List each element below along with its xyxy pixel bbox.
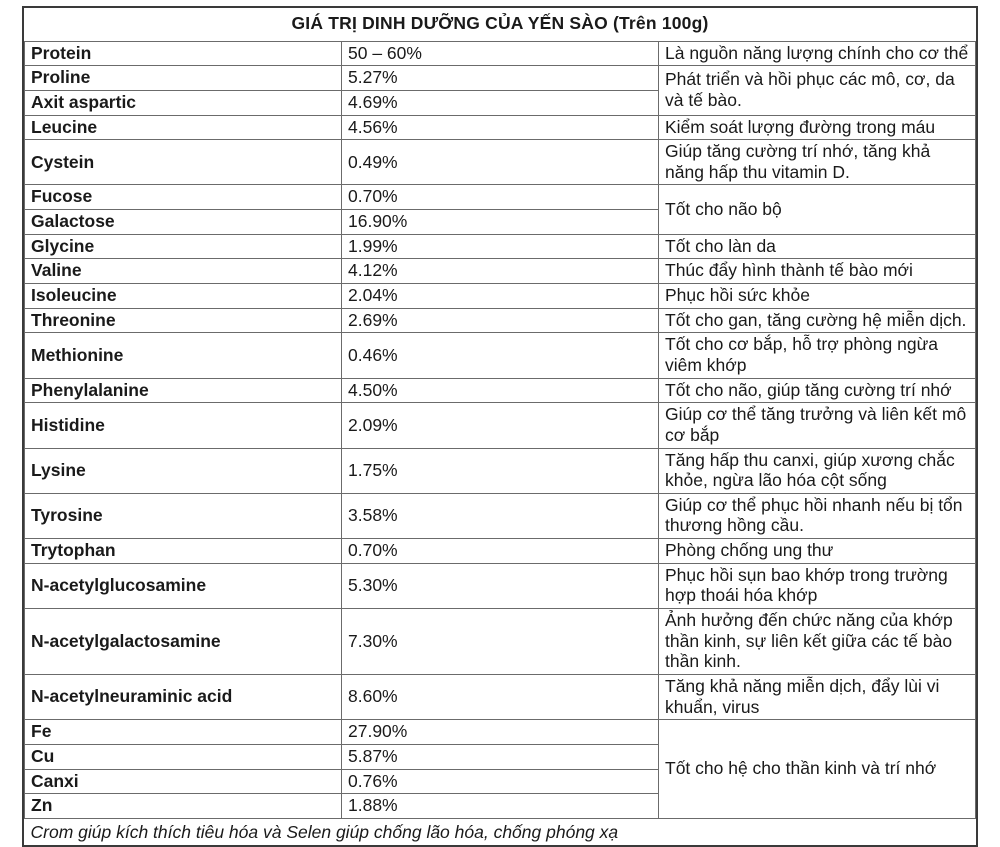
nutrient-value: 16.90% bbox=[342, 210, 659, 235]
nutrient-value: 1.75% bbox=[342, 448, 659, 493]
nutrient-name: N-acetylglucosamine bbox=[25, 563, 342, 608]
table-row bbox=[25, 448, 976, 493]
nutrient-description: Phục hồi sức khỏe bbox=[659, 284, 976, 309]
nutrient-value: 5.87% bbox=[342, 744, 659, 769]
nutrient-description: Phục hồi sụn bao khớp trong trường hợp thoái hóa khớp bbox=[659, 563, 976, 608]
table-row bbox=[25, 403, 976, 448]
table-row bbox=[25, 115, 976, 140]
nutrient-name: N-acetylgalactosamine bbox=[25, 609, 342, 675]
nutrient-description: Là nguồn năng lượng chính cho cơ thể bbox=[659, 41, 976, 66]
table-title-row bbox=[25, 8, 976, 41]
nutrient-value: 2.09% bbox=[342, 403, 659, 448]
nutrient-value: 4.12% bbox=[342, 259, 659, 284]
nutrient-value: 0.46% bbox=[342, 333, 659, 378]
nutrient-name: Fe bbox=[25, 720, 342, 745]
nutrient-name: Canxi bbox=[25, 769, 342, 794]
table-row bbox=[25, 234, 976, 259]
nutrient-description: Tốt cho cơ bắp, hỗ trợ phòng ngừa viêm khớp bbox=[659, 333, 976, 378]
nutrient-description: Phát triển và hồi phục các mô, cơ, da và tế bào. bbox=[659, 66, 976, 115]
nutrient-value: 4.56% bbox=[342, 115, 659, 140]
nutrient-value: 5.30% bbox=[342, 563, 659, 608]
table-row bbox=[25, 66, 976, 91]
nutrient-description: Thúc đẩy hình thành tế bào mới bbox=[659, 259, 976, 284]
nutrient-name: Proline bbox=[25, 66, 342, 91]
nutrient-description: Tốt cho gan, tăng cường hệ miễn dịch. bbox=[659, 308, 976, 333]
table-row bbox=[25, 563, 976, 608]
nutrient-name: Fucose bbox=[25, 185, 342, 210]
nutrient-description: Kiểm soát lượng đường trong máu bbox=[659, 115, 976, 140]
table-row bbox=[25, 378, 976, 403]
nutrient-description: Tốt cho làn da bbox=[659, 234, 976, 259]
nutrient-description: Tốt cho não bộ bbox=[659, 185, 976, 234]
nutrient-name: Methionine bbox=[25, 333, 342, 378]
table-row bbox=[25, 140, 976, 185]
nutrient-name: Axit aspartic bbox=[25, 90, 342, 115]
nutrient-name: Isoleucine bbox=[25, 284, 342, 309]
nutrient-name: Tyrosine bbox=[25, 493, 342, 538]
nutrient-name: Zn bbox=[25, 794, 342, 819]
table-row bbox=[25, 720, 976, 745]
nutrient-value: 8.60% bbox=[342, 674, 659, 719]
nutrient-name: Histidine bbox=[25, 403, 342, 448]
nutrient-name: N-acetylneuraminic acid bbox=[25, 674, 342, 719]
nutrient-value: 4.69% bbox=[342, 90, 659, 115]
nutrient-value: 2.69% bbox=[342, 308, 659, 333]
nutrient-description: Ảnh hưởng đến chức năng của khớp thần kinh, sự liên kết giữa các tế bào thần kinh. bbox=[659, 609, 976, 675]
nutrient-value: 0.70% bbox=[342, 185, 659, 210]
footer-row bbox=[25, 818, 976, 845]
nutrient-value: 0.49% bbox=[342, 140, 659, 185]
nutrient-value: 7.30% bbox=[342, 609, 659, 675]
nutrient-name: Galactose bbox=[25, 210, 342, 235]
nutrient-name: Cystein bbox=[25, 140, 342, 185]
nutrient-name: Cu bbox=[25, 744, 342, 769]
table-row bbox=[25, 308, 976, 333]
table-row bbox=[25, 333, 976, 378]
table-row bbox=[25, 185, 976, 210]
nutrient-name: Valine bbox=[25, 259, 342, 284]
table-row bbox=[25, 284, 976, 309]
nutrient-description: Giúp tăng cường trí nhớ, tăng khả năng hấp thu vitamin D. bbox=[659, 140, 976, 185]
page-title: GIÁ TRỊ DINH DƯỠNG CỦA YẾN SÀO (Trên 100g) bbox=[25, 8, 976, 41]
nutrient-value: 2.04% bbox=[342, 284, 659, 309]
nutrient-value: 27.90% bbox=[342, 720, 659, 745]
nutrient-value: 5.27% bbox=[342, 66, 659, 91]
nutrient-value: 0.70% bbox=[342, 539, 659, 564]
nutrient-name: Threonine bbox=[25, 308, 342, 333]
nutrient-description: Tốt cho hệ cho thần kinh và trí nhớ bbox=[659, 720, 976, 819]
table-row bbox=[25, 259, 976, 284]
table-row bbox=[25, 609, 976, 675]
table-row bbox=[25, 539, 976, 564]
nutrient-value: 4.50% bbox=[342, 378, 659, 403]
nutrition-table-wrapper bbox=[22, 6, 978, 847]
nutrient-name: Lysine bbox=[25, 448, 342, 493]
nutrient-description: Tăng hấp thu canxi, giúp xương chắc khỏe, ngừa lão hóa cột sống bbox=[659, 448, 976, 493]
nutrient-description: Giúp cơ thể tăng trưởng và liên kết mô cơ bắp bbox=[659, 403, 976, 448]
nutrient-value: 3.58% bbox=[342, 493, 659, 538]
table-row bbox=[25, 674, 976, 719]
nutrient-description: Giúp cơ thể phục hồi nhanh nếu bị tổn thương hồng cầu. bbox=[659, 493, 976, 538]
nutrient-value: 0.76% bbox=[342, 769, 659, 794]
nutrient-name: Phenylalanine bbox=[25, 378, 342, 403]
footer-note: Crom giúp kích thích tiêu hóa và Selen giúp chống lão hóa, chống phóng xạ bbox=[25, 818, 976, 845]
nutrient-value: 1.88% bbox=[342, 794, 659, 819]
nutrient-value: 50 – 60% bbox=[342, 41, 659, 66]
nutrient-description: Tăng khả năng miễn dịch, đẩy lùi vi khuẩn, virus bbox=[659, 674, 976, 719]
nutrition-table bbox=[24, 8, 976, 845]
table-row bbox=[25, 493, 976, 538]
nutrient-name: Trytophan bbox=[25, 539, 342, 564]
nutrient-name: Protein bbox=[25, 41, 342, 66]
nutrient-name: Glycine bbox=[25, 234, 342, 259]
table-row bbox=[25, 41, 976, 66]
nutrient-description: Tốt cho não, giúp tăng cường trí nhớ bbox=[659, 378, 976, 403]
nutrient-value: 1.99% bbox=[342, 234, 659, 259]
nutrient-description: Phòng chống ung thư bbox=[659, 539, 976, 564]
nutrient-name: Leucine bbox=[25, 115, 342, 140]
